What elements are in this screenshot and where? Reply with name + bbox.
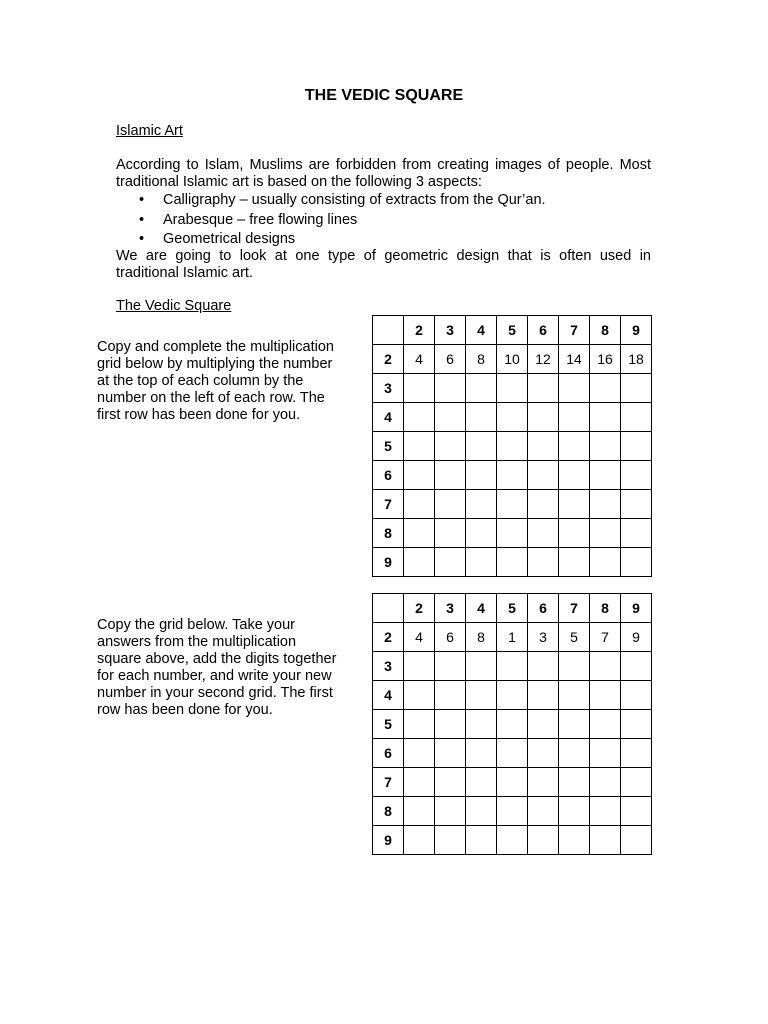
blank-cell [528,681,559,710]
blank-cell [497,739,528,768]
digit-sum-grid [372,593,652,855]
answer-cell: 3 [528,623,559,652]
row-header: 2 [373,345,404,374]
bullet-icon: • [139,211,145,228]
grid-header-row [373,594,652,623]
blank-cell [497,490,528,519]
blank-cell [435,826,466,855]
grid2-instructions: Copy the grid below. Take your answers from the multiplication square above, add the digits together for each number, and write your new number in your second grid. The first row has been done for you. [97,617,337,718]
row-header: 8 [373,519,404,548]
intro-paragraph: According to Islam, Muslims are forbidden from creating images of people. Most traditional Islamic art is based on the following 3 aspects: [116,157,651,190]
blank-cell [559,739,590,768]
blank-cell [590,461,621,490]
blank-cell [528,710,559,739]
column-header: 4 [466,316,497,345]
blank-cell [559,403,590,432]
blank-cell [404,797,435,826]
blank-cell [404,652,435,681]
column-header: 5 [497,594,528,623]
blank-cell [590,374,621,403]
row-header: 9 [373,826,404,855]
bullet-icon: • [139,231,145,247]
table-row [373,519,652,548]
list-item: • Geometrical designs [116,230,651,250]
table-row [373,652,652,681]
row-header: 3 [373,652,404,681]
answer-cell: 4 [404,623,435,652]
blank-cell [497,519,528,548]
blank-cell [404,710,435,739]
blank-cell [435,403,466,432]
blank-cell [466,490,497,519]
blank-cell [590,548,621,577]
blank-cell [435,490,466,519]
blank-cell [528,403,559,432]
row-header: 8 [373,797,404,826]
blank-cell [590,826,621,855]
blank-cell [497,461,528,490]
blank-cell [404,768,435,797]
blank-cell [621,490,652,519]
blank-cell [404,490,435,519]
grid-corner-cell [373,316,404,345]
column-header: 3 [435,316,466,345]
table-row [373,623,652,652]
blank-cell [466,739,497,768]
blank-cell [590,710,621,739]
blank-cell [621,768,652,797]
blank-cell [466,652,497,681]
row-header: 4 [373,681,404,710]
blank-cell [528,548,559,577]
answer-cell: 14 [559,345,590,374]
blank-cell [497,374,528,403]
column-header: 6 [528,316,559,345]
blank-cell [404,374,435,403]
blank-cell [590,797,621,826]
row-header: 5 [373,432,404,461]
blank-cell [466,826,497,855]
blank-cell [528,768,559,797]
blank-cell [559,681,590,710]
blank-cell [528,519,559,548]
vedic-square-heading: The Vedic Square [116,298,232,314]
blank-cell [404,548,435,577]
blank-cell [497,826,528,855]
bullet-icon: • [139,192,145,208]
column-header: 4 [466,594,497,623]
blank-cell [528,826,559,855]
blank-cell [528,490,559,519]
blank-cell [621,797,652,826]
list-item: • Arabesque – free flowing lines [116,211,651,231]
blank-cell [466,461,497,490]
blank-cell [621,548,652,577]
answer-cell: 6 [435,623,466,652]
row-header: 5 [373,710,404,739]
column-header: 7 [559,316,590,345]
blank-cell [466,548,497,577]
blank-cell [621,710,652,739]
blank-cell [621,739,652,768]
blank-cell [497,710,528,739]
column-header: 2 [404,316,435,345]
row-header: 4 [373,403,404,432]
blank-cell [590,403,621,432]
answer-cell: 7 [590,623,621,652]
blank-cell [435,739,466,768]
outro-paragraph: We are going to look at one type of geometric design that is often used in traditional Islamic art. [116,248,651,281]
islamic-art-heading: Islamic Art [116,123,183,139]
blank-cell [466,681,497,710]
blank-cell [404,826,435,855]
blank-cell [559,768,590,797]
blank-cell [528,739,559,768]
blank-cell [435,768,466,797]
answer-cell: 16 [590,345,621,374]
blank-cell [621,403,652,432]
blank-cell [590,681,621,710]
blank-cell [590,652,621,681]
blank-cell [559,490,590,519]
blank-cell [497,652,528,681]
blank-cell [435,432,466,461]
column-header: 2 [404,594,435,623]
answer-cell: 9 [621,623,652,652]
blank-cell [435,710,466,739]
table-row [373,710,652,739]
answer-cell: 10 [497,345,528,374]
blank-cell [435,652,466,681]
row-header: 3 [373,374,404,403]
blank-cell [435,681,466,710]
grid1-instructions: Copy and complete the multiplication grid below by multiplying the number at the top of each column by the number on the left of each row. The first row has been done for you. [97,339,334,423]
table-row [373,490,652,519]
blank-cell [435,797,466,826]
blank-cell [590,739,621,768]
blank-cell [621,681,652,710]
answer-cell: 5 [559,623,590,652]
blank-cell [559,519,590,548]
page-title: THE VEDIC SQUARE [304,87,464,104]
blank-cell [466,710,497,739]
table-row [373,768,652,797]
table-row [373,432,652,461]
row-header: 6 [373,739,404,768]
blank-cell [466,519,497,548]
table-row [373,345,652,374]
blank-cell [466,768,497,797]
list-item: • Calligraphy – usually consisting of extracts from the Qur’an. [116,191,651,211]
column-header: 8 [590,316,621,345]
column-header: 3 [435,594,466,623]
blank-cell [559,432,590,461]
answer-cell: 8 [466,623,497,652]
row-header: 9 [373,548,404,577]
blank-cell [528,374,559,403]
blank-cell [497,432,528,461]
blank-cell [497,548,528,577]
table-row [373,548,652,577]
table-row [373,681,652,710]
row-header: 2 [373,623,404,652]
blank-cell [404,403,435,432]
blank-cell [435,519,466,548]
blank-cell [404,432,435,461]
blank-cell [559,652,590,681]
table-row [373,826,652,855]
blank-cell [528,432,559,461]
blank-cell [497,681,528,710]
answer-cell: 12 [528,345,559,374]
blank-cell [466,797,497,826]
answer-cell: 18 [621,345,652,374]
blank-cell [559,710,590,739]
blank-cell [404,519,435,548]
column-header: 5 [497,316,528,345]
blank-cell [559,548,590,577]
blank-cell [497,403,528,432]
row-header: 7 [373,490,404,519]
grid-header-row [373,316,652,345]
blank-cell [559,826,590,855]
table-row [373,739,652,768]
answer-cell: 1 [497,623,528,652]
column-header: 7 [559,594,590,623]
column-header: 6 [528,594,559,623]
blank-cell [621,519,652,548]
blank-cell [435,548,466,577]
blank-cell [559,374,590,403]
blank-cell [590,490,621,519]
answer-cell: 6 [435,345,466,374]
table-row [373,403,652,432]
column-header: 8 [590,594,621,623]
blank-cell [435,461,466,490]
column-header: 9 [621,316,652,345]
row-header: 7 [373,768,404,797]
blank-cell [559,797,590,826]
blank-cell [528,797,559,826]
blank-cell [404,681,435,710]
blank-cell [497,797,528,826]
blank-cell [404,461,435,490]
blank-cell [590,768,621,797]
blank-cell [590,519,621,548]
aspects-list [116,191,651,250]
table-row [373,461,652,490]
blank-cell [621,461,652,490]
blank-cell [559,461,590,490]
blank-cell [528,461,559,490]
answer-cell: 4 [404,345,435,374]
blank-cell [621,652,652,681]
blank-cell [528,652,559,681]
blank-cell [621,374,652,403]
blank-cell [590,432,621,461]
blank-cell [466,403,497,432]
grid-corner-cell [373,594,404,623]
multiplication-grid [372,315,652,577]
blank-cell [435,374,466,403]
blank-cell [497,768,528,797]
table-row [373,797,652,826]
row-header: 6 [373,461,404,490]
column-header: 9 [621,594,652,623]
blank-cell [404,739,435,768]
answer-cell: 8 [466,345,497,374]
blank-cell [466,374,497,403]
table-row [373,374,652,403]
blank-cell [466,432,497,461]
blank-cell [621,826,652,855]
blank-cell [621,432,652,461]
